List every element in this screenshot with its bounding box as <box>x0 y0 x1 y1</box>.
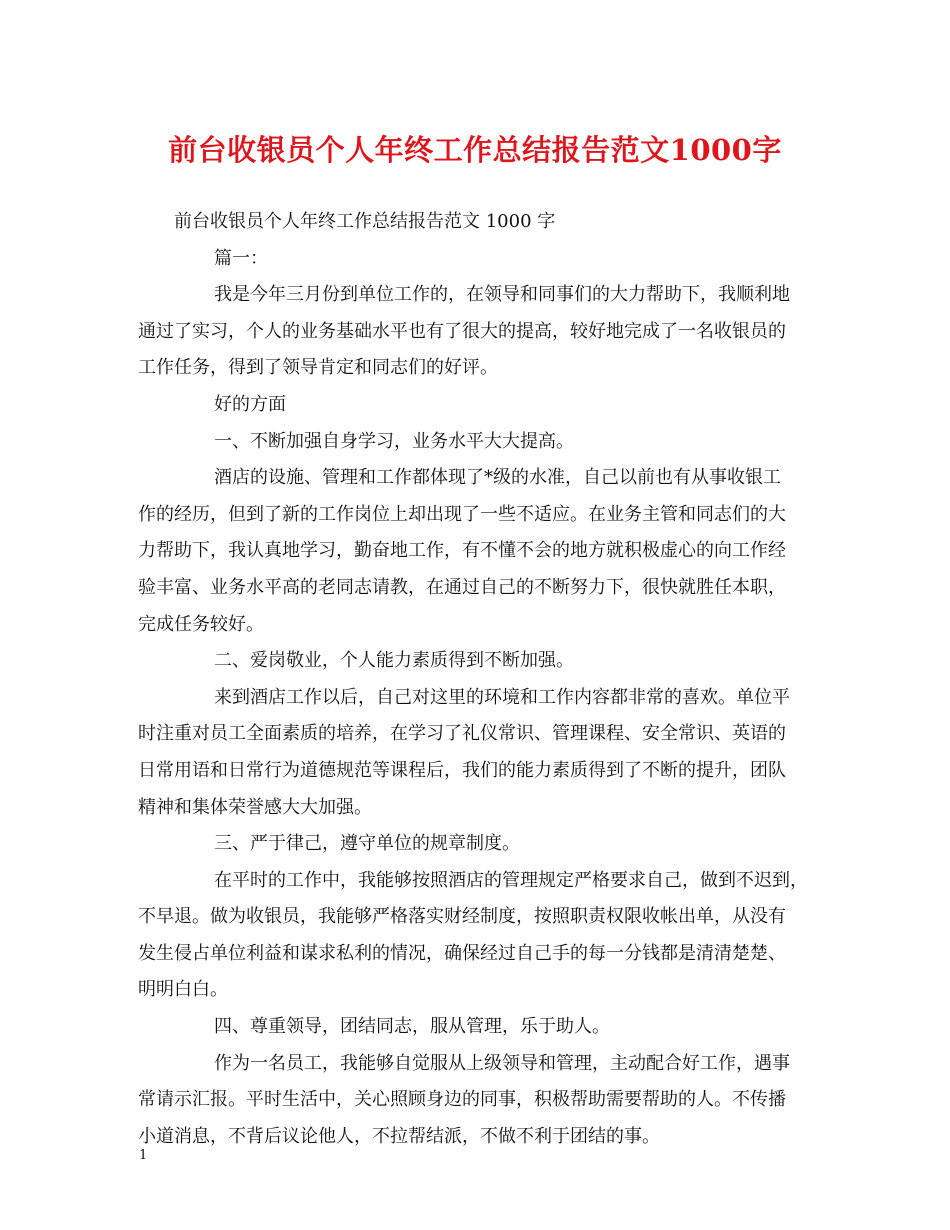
text-line: 通过了实习，个人的业务基础水平也有了很大的提高，较好地完成了一名收银员的 <box>138 320 786 342</box>
text-line: 力帮助下，我认真地学习，勤奋地工作，有不懂不会的地方就积极虚心的向工作经 <box>138 540 786 562</box>
text-line: 三、严于律己，遵守单位的规章制度。 <box>214 833 520 855</box>
text-line: 作的经历，但到了新的工作岗位上却出现了一些不适应。在业务主管和同志们的大 <box>138 503 786 525</box>
text-line: 一、不断加强自身学习，业务水平大大提高。 <box>214 430 574 452</box>
text-line: 作为一名员工，我能够自觉服从上级领导和管理，主动配合好工作，遇事 <box>214 1052 790 1074</box>
text-line: 在平时的工作中，我能够按照酒店的管理规定严格要求自己，做到不迟到， <box>214 869 808 891</box>
text-line: 酒店的设施、管理和工作都体现了*级的水准，自己以前也有从事收银工 <box>214 467 781 489</box>
text-line: 工作任务，得到了领导肯定和同志们的好评。 <box>138 357 498 379</box>
text-line: 不早退。做为收银员，我能够严格落实财经制度，按照职责权限收帐出单，从没有 <box>138 906 786 928</box>
text-line: 常请示汇报。平时生活中，关心照顾身边的同事，积极帮助需要帮助的人。不传播 <box>138 1089 786 1111</box>
page-number: 1 <box>139 1148 148 1163</box>
text-line: 我是今年三月份到单位工作的，在领导和同事们的大力帮助下，我顺利地 <box>214 284 790 306</box>
text-line: 篇一： <box>214 247 268 269</box>
text-line: 时注重对员工全面素质的培养，在学习了礼仪常识、管理课程、安全常识、英语的 <box>138 723 786 745</box>
text-line: 发生侵占单位利益和谋求私利的情况，确保经过自己手的每一分钱都是清清楚楚、 <box>138 942 786 964</box>
text-line: 二、爱岗敬业，个人能力素质得到不断加强。 <box>214 650 574 672</box>
document-body <box>138 204 816 1155</box>
text-line: 前台收银员个人年终工作总结报告范文 1000 字 <box>174 211 556 232</box>
text-line: 四、尊重领导，团结同志，服从管理，乐于助人。 <box>214 1016 610 1038</box>
text-line: 验丰富、业务水平高的老同志请教，在通过自己的不断努力下，很快就胜任本职， <box>138 576 786 598</box>
page-title: 前台收银员个人年终工作总结报告范文1000字 <box>168 133 782 167</box>
text-line: 来到酒店工作以后，自己对这里的环境和工作内容都非常的喜欢。单位平 <box>214 686 790 708</box>
text-line: 小道消息，不背后议论他人，不拉帮结派，不做不利于团结的事。 <box>138 1125 660 1147</box>
text-line: 精神和集体荣誉感大大加强。 <box>138 796 372 818</box>
text-line: 明明白白。 <box>138 979 228 1001</box>
text-line: 日常用语和日常行为道德规范等课程后，我们的能力素质得到了不断的提升，团队 <box>138 759 786 781</box>
text-line: 完成任务较好。 <box>138 613 264 635</box>
text-line: 好的方面 <box>214 393 286 415</box>
